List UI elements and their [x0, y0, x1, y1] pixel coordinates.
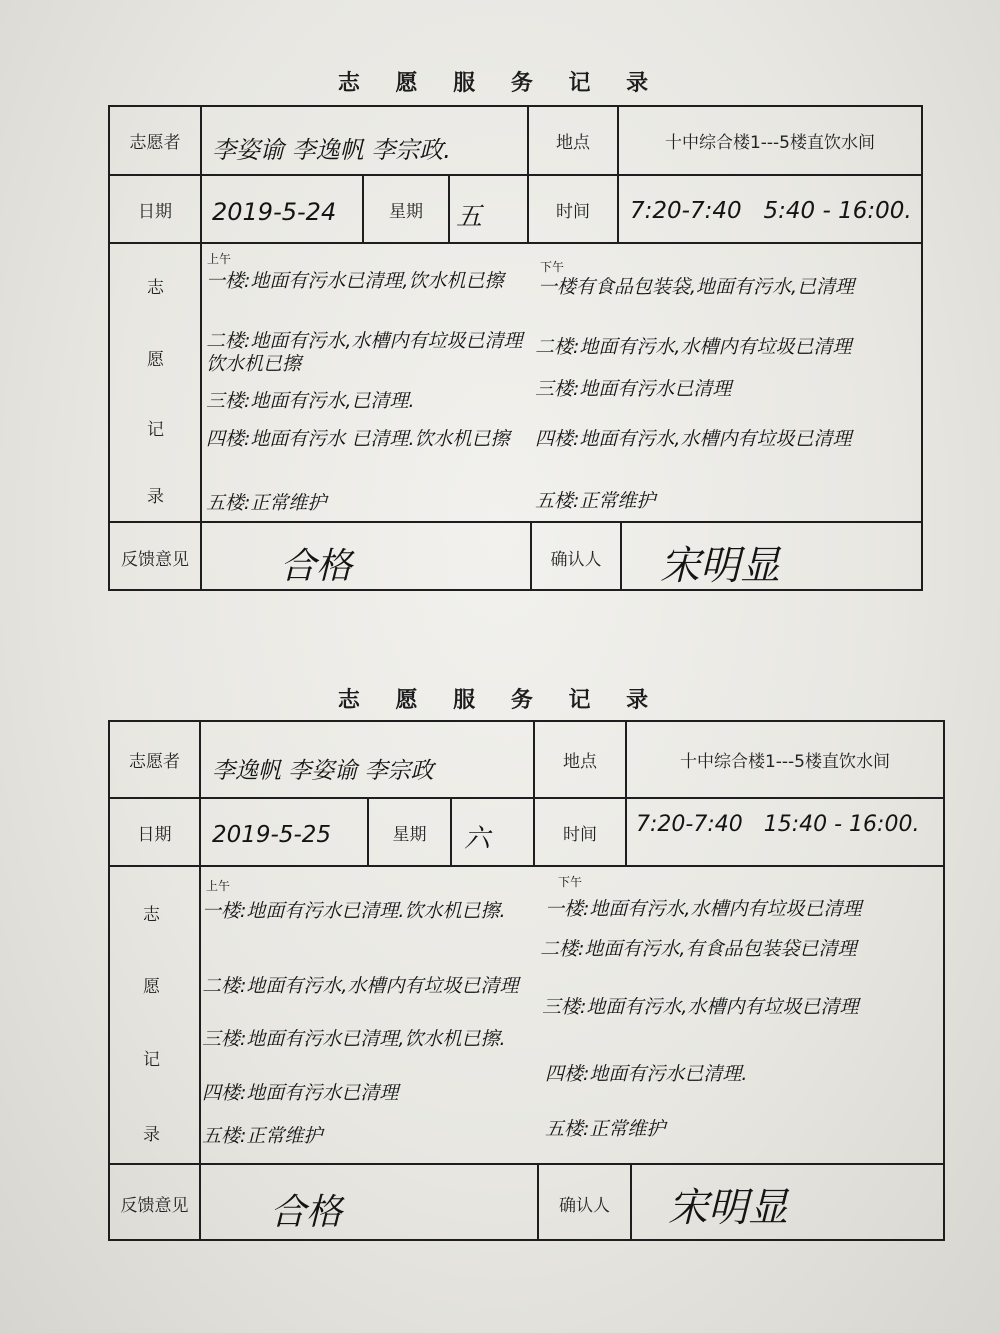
afternoon-line-3: 三楼:地面有污水已清理 — [535, 378, 732, 400]
date-value: 2019-5-24 — [212, 198, 337, 226]
morning-line-2: 二楼:地面有污水,水槽内有垃圾已清理 饮水机已擦 — [206, 330, 523, 375]
time-value: 7:20-7:40 5:40 - 16:00. — [630, 198, 912, 224]
afternoon-line-2: 二楼:地面有污水,水槽内有垃圾已清理 — [535, 336, 852, 358]
afternoon-line-2: 二楼:地面有污水,有食品包装袋已清理 — [540, 938, 857, 960]
feedback-value: 合格 — [280, 546, 353, 587]
record-title: 志 愿 服 务 记 录 — [337, 688, 663, 713]
morning-line-3: 三楼:地面有污水,已清理. — [206, 390, 415, 412]
volunteers-value: 李逸帆 李姿谕 李宗政 — [212, 758, 434, 784]
feedback-label: 反馈意见 — [120, 1195, 189, 1216]
weekday-label: 星期 — [392, 824, 427, 845]
morning-label: 上午 — [206, 879, 231, 893]
location-value: 十中综合楼1---5楼直饮水间 — [664, 133, 876, 153]
record-label-char-1: 志 — [147, 278, 164, 298]
afternoon-line-3: 三楼:地面有污水,水槽内有垃圾已清理 — [542, 996, 859, 1018]
weekday-label: 星期 — [389, 201, 423, 222]
afternoon-line-1: 一楼:地面有污水,水槽内有垃圾已清理 — [545, 898, 862, 920]
location-value: 十中综合楼1---5楼直饮水间 — [679, 752, 891, 772]
confirmer-signature: 宋明显 — [668, 1185, 788, 1231]
volunteer-label: 志愿者 — [129, 133, 181, 153]
weekday-value: 六 — [464, 824, 491, 854]
afternoon-line-4: 四楼:地面有污水已清理. — [545, 1063, 748, 1085]
morning-line-1: 一楼:地面有污水已清理,饮水机已擦 — [206, 270, 504, 292]
record-label-char-3: 记 — [147, 420, 164, 440]
afternoon-label: 下午 — [558, 875, 583, 889]
location-label: 地点 — [563, 752, 597, 772]
date-label: 日期 — [137, 824, 172, 845]
time-value: 7:20-7:40 15:40 - 16:00. — [636, 812, 920, 837]
afternoon-line-1: 一楼有食品包装袋,地面有污水,已清理 — [538, 276, 855, 298]
feedback-label: 反馈意见 — [121, 549, 189, 570]
volunteers-value: 李姿谕 李逸帆 李宗政. — [212, 136, 451, 164]
record-label-char-3: 记 — [143, 1050, 160, 1070]
confirmer-signature: 宋明显 — [660, 543, 780, 589]
date-label: 日期 — [138, 201, 172, 222]
confirmer-label: 确认人 — [559, 1195, 610, 1216]
morning-line-3: 三楼:地面有污水已清理,饮水机已擦. — [202, 1028, 506, 1050]
confirmer-label: 确认人 — [550, 549, 602, 570]
morning-line-4: 四楼:地面有污水 已清理.饮水机已擦 — [206, 428, 510, 450]
record-title: 志 愿 服 务 记 录 — [337, 71, 663, 96]
record-label-char-4: 录 — [143, 1125, 160, 1145]
location-label: 地点 — [556, 133, 590, 153]
afternoon-line-5: 五楼:正常维护 — [535, 490, 656, 512]
record-label-char-1: 志 — [143, 905, 160, 925]
time-label: 时间 — [556, 201, 590, 222]
morning-line-2: 二楼:地面有污水,水槽内有垃圾已清理 — [202, 975, 519, 997]
record-label-char-2: 愿 — [147, 350, 164, 370]
volunteer-label: 志愿者 — [129, 752, 180, 772]
afternoon-line-4: 四楼:地面有污水,水槽内有垃圾已清理 — [535, 428, 852, 450]
record-label-char-2: 愿 — [143, 977, 160, 997]
afternoon-label: 下午 — [540, 260, 565, 274]
record-label-char-4: 录 — [147, 487, 164, 507]
morning-line-1: 一楼:地面有污水已清理.饮水机已擦. — [202, 900, 506, 922]
weekday-value: 五 — [456, 202, 483, 232]
date-value: 2019-5-25 — [212, 822, 332, 848]
feedback-value: 合格 — [270, 1192, 343, 1233]
morning-label: 上午 — [207, 252, 232, 266]
morning-line-4: 四楼:地面有污水已清理 — [202, 1082, 399, 1104]
morning-line-5: 五楼:正常维护 — [202, 1125, 323, 1147]
afternoon-line-5: 五楼:正常维护 — [545, 1118, 666, 1140]
morning-line-5: 五楼:正常维护 — [206, 492, 327, 514]
time-label: 时间 — [563, 824, 597, 845]
